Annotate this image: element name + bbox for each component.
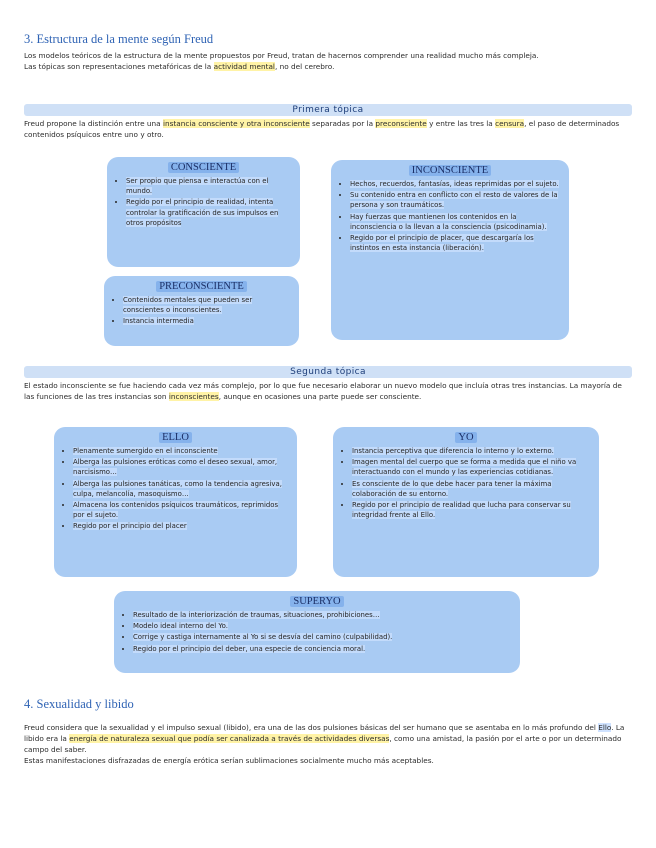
- yo-title: YO: [341, 432, 591, 443]
- consciente-box: [107, 157, 300, 267]
- superyo-title: SUPERYO: [122, 596, 512, 607]
- inconsciente-box: [331, 160, 569, 340]
- primera-text-a: Freud propone la distinción entre una: [24, 119, 163, 128]
- primera-topica-band: Primera tópica: [24, 104, 632, 116]
- yo-item: • Regido por el principio de realidad que lucha para conservar su integridad frente al Ello.: [352, 500, 591, 520]
- inconsciente-item: • Regido por el principio de placer, que descargaría los instintos en esta instancia (liberación).: [350, 233, 561, 253]
- primera-text-b: separadas por la: [309, 119, 376, 128]
- segunda-text-b: , aunque en ocasiones una parte puede ser consciente.: [218, 392, 422, 401]
- superyo-item: • Corrige y castiga internamente al Yo si se desvía del camino (culpabilidad).: [133, 632, 512, 642]
- superyo-box: [114, 591, 520, 673]
- primera-highlight-preconsciente: preconsciente: [375, 119, 427, 128]
- primera-text-d: , el paso de determinados contenidos psíquicos entre uno y otro.: [24, 119, 620, 139]
- primera-topica-paragraph: [24, 118, 632, 140]
- inconsciente-item: • Hay fuerzas que mantienen los contenidos en la inconsciencia o la llevan a la consciencia (psicodinamia).: [350, 212, 561, 232]
- ello-item: • Almacena los contenidos psíquicos traumáticos, reprimidos por el sujeto.: [73, 500, 289, 520]
- superyo-item: • Resultado de la interiorización de traumas, situaciones, prohibiciones…: [133, 610, 512, 620]
- segunda-topica-paragraph: [24, 380, 632, 402]
- section4-text-b: . La libido era la: [24, 723, 625, 743]
- segunda-topica-band: Segunda tópica: [24, 366, 632, 378]
- preconsciente-box: [104, 276, 299, 346]
- intro-highlight-actividad-mental: actividad mental: [213, 62, 275, 71]
- ello-item: • Regido por el principio del placer: [73, 521, 289, 531]
- ello-item: • Alberga las pulsiones tanáticas, como la tendencia agresiva, culpa, melancolía, masoquismo…: [73, 479, 289, 499]
- segunda-text-a: El estado inconsciente se fue haciendo cada vez más complejo, por lo que fue necesario elaborar un nuevo modelo que incluía otras tres instancias. La mayoría de las funciones de las tres instancias son: [24, 381, 622, 401]
- inconsciente-item: • Su contenido entra en conflicto con el resto de valores de la persona y son traumáticos.: [350, 190, 561, 210]
- superyo-item: • Regido por el principio del deber, una especie de conciencia moral.: [133, 644, 512, 654]
- primera-text-c: y entre las tres la: [426, 119, 496, 128]
- section4-text-c: , como una amistad, la pasión por el arte o por un determinado campo del saber.: [24, 734, 622, 754]
- ello-box: [54, 427, 297, 577]
- intro-paragraph-2-b: , no del cerebro.: [274, 62, 335, 71]
- section4-text-a: Freud considera que la sexualidad y el impulso sexual (libido), era una de las dos pulsiones básicas del ser humano que se asentaba en lo más profundo del: [24, 723, 599, 732]
- intro-paragraph-1: Los modelos teóricos de la estructura de la mente propuestos por Freud, tratan de hacernos comprender una realidad mucho más compleja.: [24, 51, 539, 60]
- section-3-title: 3. Estructura de la mente según Freud: [24, 32, 214, 46]
- consciente-title: CONSCIENTE: [115, 162, 292, 173]
- preconsciente-title: PRECONSCIENTE: [112, 281, 291, 292]
- inconsciente-item: • Hechos, recuerdos, fantasías, ideas reprimidas por el sujeto.: [350, 179, 561, 189]
- section-3-intro: [24, 50, 632, 72]
- consciente-item: • Ser propio que piensa e interactúa con el mundo.: [126, 176, 292, 196]
- primera-highlight-censura: censura: [495, 119, 525, 128]
- preconsciente-item: • Contenidos mentales que pueden ser conscientes o inconscientes.: [123, 295, 291, 315]
- segunda-highlight-inconscientes: inconscientes: [168, 392, 219, 401]
- inconsciente-title: INCONSCIENTE: [339, 165, 561, 176]
- yo-item: • Imagen mental del cuerpo que se forma a medida que el niño va interactuando con el mundo y las experiencias cotidianas.: [352, 457, 591, 477]
- yo-box: [333, 427, 599, 577]
- yo-item: • Es consciente de lo que debe hacer para tener la máxima colaboración de su entorno.: [352, 479, 591, 499]
- section4-paragraph-2: Estas manifestaciones disfrazadas de energía erótica serían sublimaciones socialmente mucho más aceptables.: [24, 756, 434, 765]
- section4-highlight-ello: Ello: [598, 723, 612, 732]
- preconsciente-item: • Instancia intermedia: [123, 316, 291, 326]
- ello-title: ELLO: [62, 432, 289, 443]
- consciente-item: • Regido por el principio de realidad, intenta controlar la gratificación de sus impulsos en otros propósitos: [126, 197, 292, 228]
- ello-item: • Plenamente sumergido en el inconsciente: [73, 446, 289, 456]
- yo-item: • Instancia perceptiva que diferencia lo interno y lo externo.: [352, 446, 591, 456]
- primera-highlight-instancias: instancia consciente y otra inconsciente: [162, 119, 310, 128]
- section-4-title: 4. Sexualidad y libido: [24, 697, 134, 711]
- intro-paragraph-2-a: Las tópicas son representaciones metafóricas de la: [24, 62, 214, 71]
- section-4-paragraph: [24, 722, 632, 766]
- section4-highlight-energia: energía de naturaleza sexual que podía ser canalizada a través de actividades diversas: [69, 734, 390, 743]
- superyo-item: • Modelo ideal interno del Yo.: [133, 621, 512, 631]
- ello-item: • Alberga las pulsiones eróticas como el deseo sexual, amor, narcisismo…: [73, 457, 289, 477]
